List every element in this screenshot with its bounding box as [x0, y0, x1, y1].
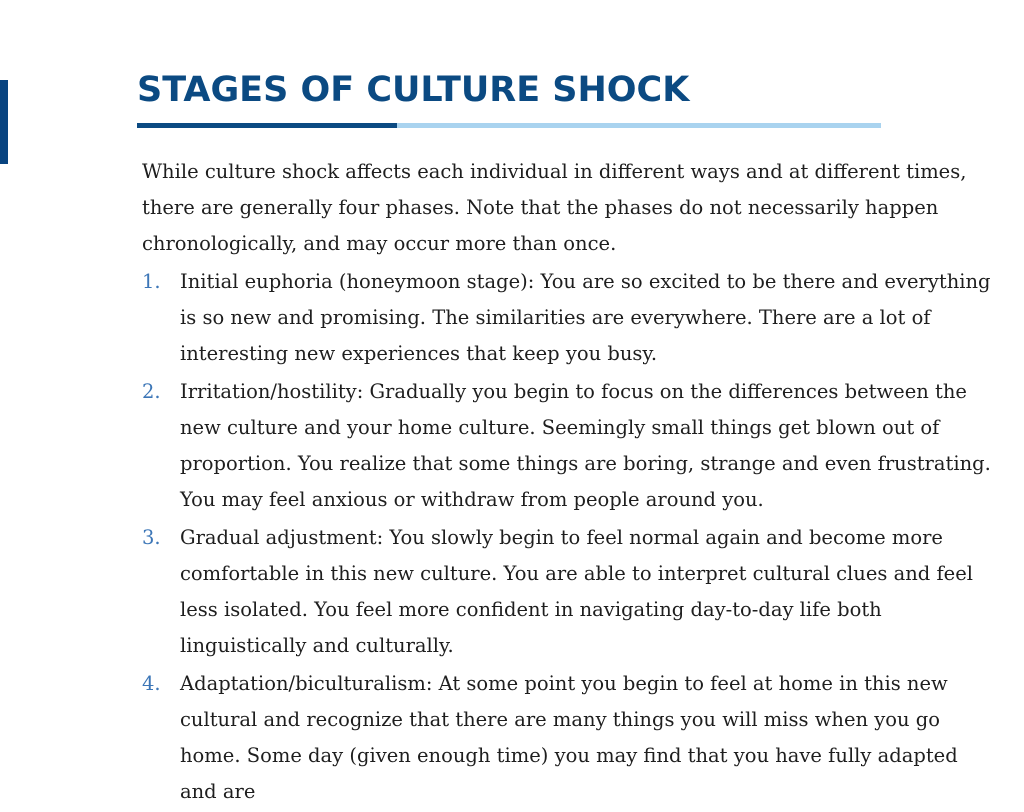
- slide-body: [142, 154, 992, 812]
- list-item-text: Adaptation/biculturalism: At some point you begin to feel at home in this new cultural and recognize that there are many things you will miss when you go home. Some day (given enough time) you may find that you have fully adapted and are: [180, 672, 958, 803]
- list-item-text: Irritation/hostility: Gradually you begin to focus on the differences between the new culture and your home culture. Seemingly small things get blown out of proportion. You realize that some things are boring, strange and even frustrating. You may feel anxious or withdraw from people around you.: [180, 380, 991, 511]
- list-item: [142, 666, 992, 810]
- list-item: [142, 374, 992, 518]
- list-item-text: Initial euphoria (honeymoon stage): You are so excited to be there and everything is so new and promising. The similarities are everywhere. There are a lot of interesting new experiences that keep you busy.: [180, 270, 991, 365]
- list-item-text: Gradual adjustment: You slowly begin to feel normal again and become more comfortable in this new culture. You are able to interpret cultural clues and feel less isolated. You feel more confident in navigating day-to-day life both linguistically and culturally.: [180, 526, 973, 657]
- list-item-number: 2.: [142, 380, 161, 403]
- intro-paragraph: While culture shock affects each individual in different ways and at different times, there are generally four phases. Note that the phases do not necessarily happen chronologically, and may occur more than once.: [142, 160, 967, 255]
- list-item-number: 3.: [142, 526, 161, 549]
- phase-list: [142, 264, 992, 810]
- list-item: [142, 520, 992, 664]
- slide-title: STAGES OF CULTURE SHOCK: [137, 70, 690, 110]
- list-item-number: 4.: [142, 672, 161, 695]
- list-item-number: 1.: [142, 270, 161, 293]
- left-accent-bar: [0, 80, 8, 164]
- title-underline-light: [397, 123, 881, 128]
- list-item: [142, 264, 992, 372]
- title-underline-dark: [137, 123, 397, 128]
